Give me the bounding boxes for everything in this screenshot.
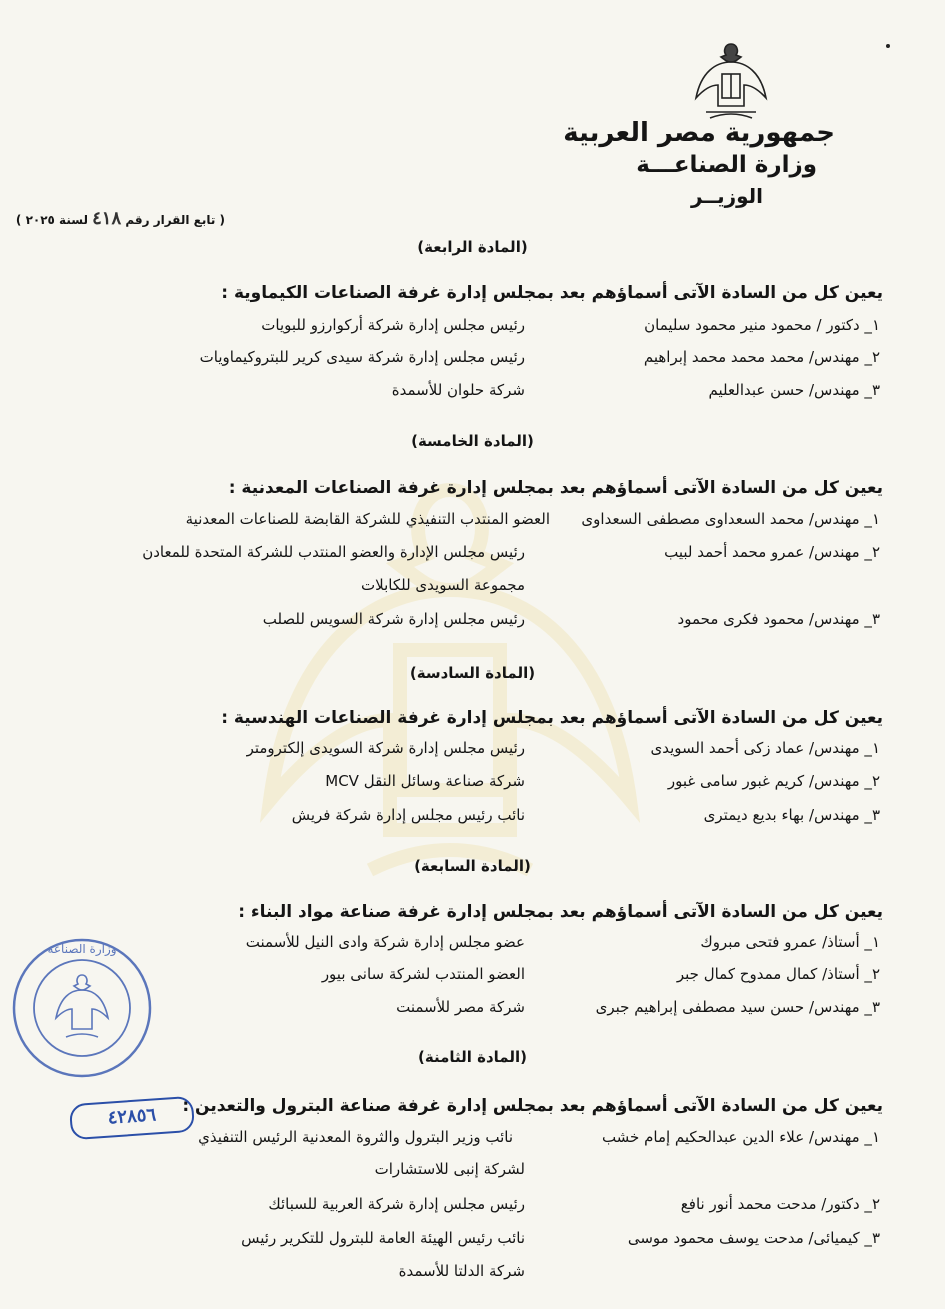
- member-position: رئيس مجلس إدارة شركة أركوارزو للبويات: [261, 316, 525, 334]
- member-position: رئيس مجلس الإدارة والعضو المنتدب للشركة المتحدة للمعادن: [142, 543, 525, 561]
- member-row: [0, 348, 945, 374]
- member-name: ١_ مهندس/ محمد السعداوى مصطفى السعداوى: [581, 510, 880, 528]
- article-6-title: (المادة السادسة): [409, 664, 536, 682]
- member-name: ٢_ مهندس/ عمرو محمد أحمد لبيب: [664, 543, 880, 561]
- member-name: ٣_ كيميائى/ مدحت يوسف محمود موسى: [627, 1229, 880, 1247]
- member-position: نائب وزير البترول والثروة المعدنية الرئيس التنفيذي: [198, 1128, 513, 1146]
- member-position: شركة حلوان للأسمدة: [391, 381, 525, 399]
- member-name: ٢_ أستاذ/ كمال ممدوح كمال جبر: [676, 965, 880, 983]
- member-name: ٢_ مهندس/ محمد محمد محمد إبراهيم: [643, 348, 880, 366]
- article-4-intro: يعين كل من السادة الآتى أسماؤهم بعد بمجلس إدارة غرفة الصناعات الكيماوية :: [221, 283, 883, 303]
- article-7-intro: يعين كل من السادة الآتى أسماؤهم بعد بمجلس إدارة غرفة صناعة مواد البناء :: [238, 902, 883, 922]
- member-position: رئيس مجلس إدارة شركة سيدى كرير للبتروكيماويات: [199, 348, 525, 366]
- member-name: ١_ مهندس/ عماد زكى أحمد السويدى: [650, 739, 880, 757]
- country-title: جمهورية مصر العربية: [563, 118, 835, 148]
- article-8-title: (المادة الثامنة): [418, 1048, 527, 1066]
- member-name: ٣_ مهندس/ محمود فكرى محمود: [677, 610, 880, 628]
- decree-number: ٤١٨: [92, 208, 122, 229]
- reference-prefix: ( تابع القرار رقم: [125, 213, 225, 227]
- member-row: [0, 543, 945, 569]
- member-position: نائب رئيس الهيئة العامة للبترول للتكرير رئيس: [241, 1229, 525, 1247]
- member-position: لشركة إنبى للاستشارات: [374, 1160, 525, 1178]
- article-5-intro: يعين كل من السادة الآتى أسماؤهم بعد بمجلس إدارة غرفة الصناعات المعدنية :: [228, 478, 883, 498]
- member-row: [0, 806, 945, 832]
- article-5-title: (المادة الخامسة): [411, 432, 534, 450]
- ministry-title: وزارة الصناعـــة: [636, 152, 817, 178]
- member-row: [0, 510, 945, 536]
- member-row: [0, 1229, 945, 1255]
- member-row: [0, 316, 945, 342]
- reference-suffix: لسنة ٢٠٢٥ ): [15, 213, 88, 227]
- corner-dot: [886, 44, 890, 48]
- member-row: [0, 610, 945, 636]
- member-name: ٣_ مهندس/ بهاء بديع ديمترى: [703, 806, 880, 824]
- eagle-emblem-icon: [692, 40, 770, 124]
- member-name: ٢_ مهندس/ كريم غبور سامى غبور: [667, 772, 880, 790]
- member-name: ٣_ مهندس/ حسن سيد مصطفى إبراهيم جبرى: [595, 998, 880, 1016]
- member-position: رئيس مجلس إدارة شركة السويدى إلكترومتر: [246, 739, 525, 757]
- member-name: ١_ مهندس/ علاء الدين عبدالحكيم إمام خشب: [601, 1128, 880, 1146]
- article-7-title: (المادة السابعة): [414, 857, 531, 875]
- member-row-continued: [0, 1160, 945, 1186]
- member-row: [0, 772, 945, 798]
- decree-reference: [15, 208, 225, 229]
- member-row: [0, 739, 945, 765]
- stamp-serial-number: ٤٢٨٥٦: [69, 1096, 195, 1141]
- member-position: شركة مصر للأسمنت: [396, 998, 525, 1016]
- member-name: ١_ أستاذ/ عمرو فتحى مبروك: [700, 933, 880, 951]
- member-position: عضو مجلس إدارة شركة وادى النيل للأسمنت: [245, 933, 525, 951]
- minister-title: الوزيــر: [690, 184, 763, 208]
- member-row-continued: [0, 576, 945, 602]
- member-row-continued: [0, 1262, 945, 1288]
- member-position: شركة الدلتا للأسمدة: [398, 1262, 525, 1280]
- member-position: العضو المنتدب لشركة سانى بيور: [321, 965, 525, 983]
- member-position: شركة صناعة وسائل النقل MCV: [325, 772, 525, 790]
- member-position: نائب رئيس مجلس إدارة شركة فريش: [291, 806, 525, 824]
- member-position: رئيس مجلس إدارة شركة العربية للسبائك: [268, 1195, 525, 1213]
- article-4-title: (المادة الرابعة): [417, 238, 528, 256]
- member-name: ١_ دكتور / محمود منير محمود سليمان: [644, 316, 880, 334]
- article-6-intro: يعين كل من السادة الآتى أسماؤهم بعد بمجلس إدارة غرفة الصناعات الهندسية :: [221, 708, 883, 728]
- member-name: ٢_ دكتور/ مدحت محمد أنور نافع: [680, 1195, 880, 1213]
- member-row: [0, 381, 945, 407]
- member-row: [0, 1195, 945, 1221]
- member-position: رئيس مجلس إدارة شركة السويس للصلب: [262, 610, 525, 628]
- member-position: مجموعة السويدى للكابلات: [361, 576, 525, 594]
- stamp-ring-text: وزارة الصناعة: [47, 942, 117, 956]
- member-name: ٣_ مهندس/ حسن عبدالعليم: [708, 381, 880, 399]
- member-position: العضو المنتدب التنفيذي للشركة القابضة للصناعات المعدنية: [185, 510, 550, 528]
- article-8-intro: يعين كل من السادة الآتى أسماؤهم بعد بمجلس إدارة غرفة صناعة البترول والتعدين :: [182, 1096, 883, 1116]
- ministry-stamp-icon: [10, 933, 155, 1083]
